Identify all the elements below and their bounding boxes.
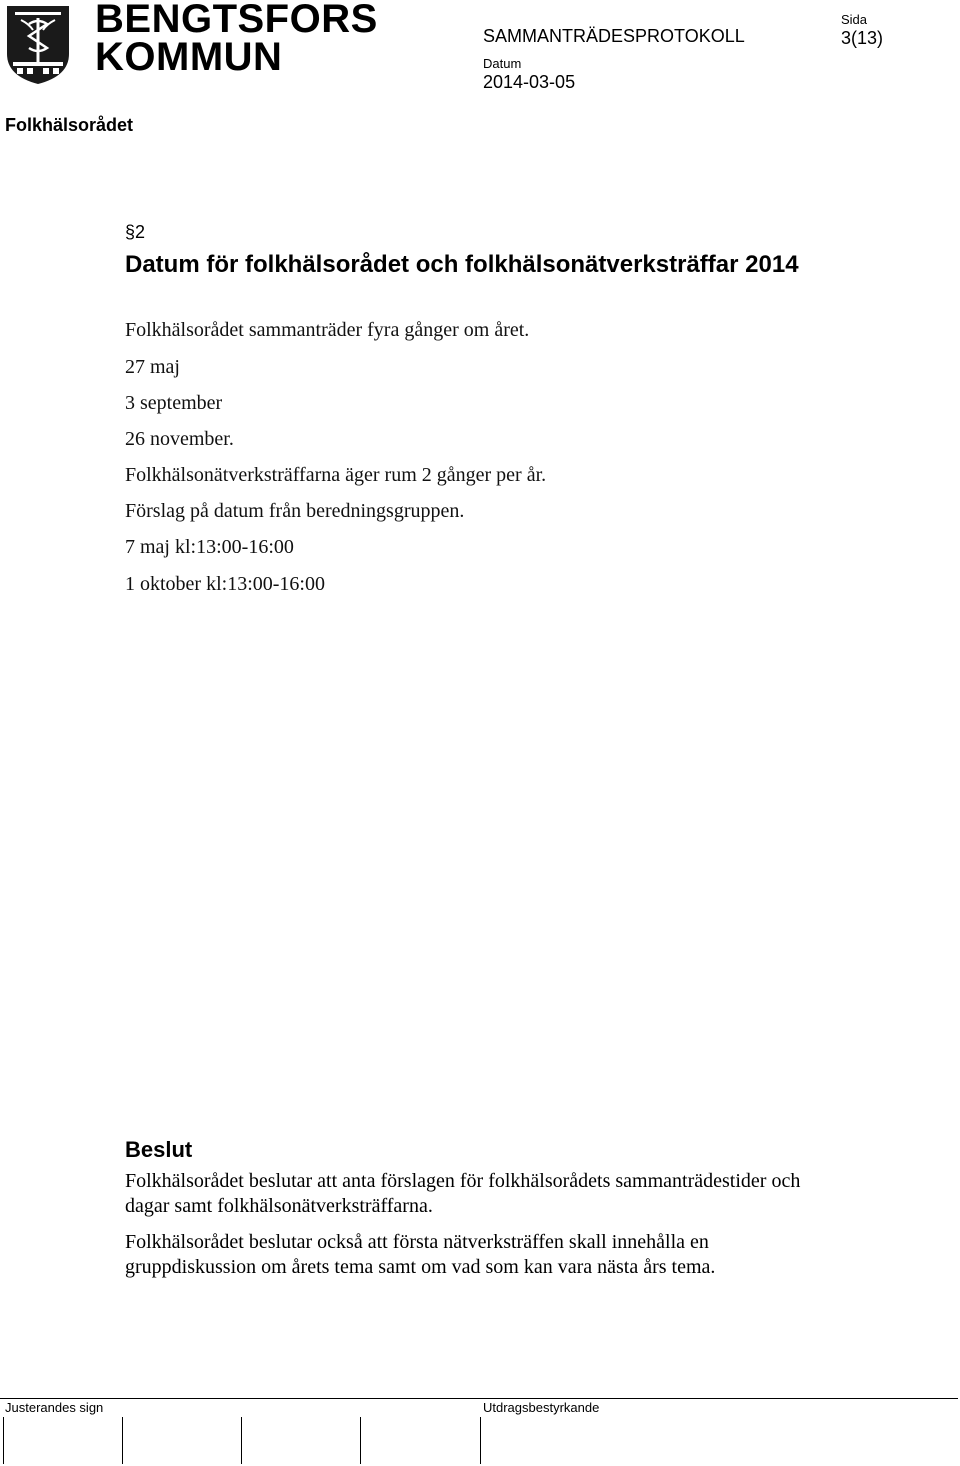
paragraph-line: 7 maj kl:13:00-16:00 — [125, 536, 294, 558]
date-value: 2014-03-05 — [483, 72, 576, 92]
decision-heading: Beslut — [125, 1137, 193, 1162]
section-title: Datum för folkhälsorådet och folkhälsonätverksträffar 2014 — [125, 251, 799, 278]
footer-extract-label: Utdragsbestyrkande — [483, 1400, 600, 1415]
decision-paragraph: Folkhälsorådet beslutar att anta förslagen för folkhälsorådets sammanträdestider och dagar samt folkhälsonätverksträffarna. — [125, 1170, 801, 1217]
paragraph-line: 26 november. — [125, 428, 234, 450]
section-number: §2 — [125, 222, 146, 242]
paragraph-line: 1 oktober kl:13:00-16:00 — [125, 573, 325, 595]
signature-box-divider — [122, 1417, 123, 1464]
document-type: SAMMANTRÄDESPROTOKOLL — [483, 26, 745, 46]
paragraph-line: 3 september — [125, 392, 223, 414]
paragraph-line: Folkhälsorådet sammanträder fyra gånger om året. — [125, 319, 530, 341]
page-number: 3(13) — [841, 28, 884, 48]
municipality-name-line2: KOMMUN — [95, 35, 283, 79]
decision-paragraph: Folkhälsorådet beslutar också att första nätverksträffen skall innehålla en gruppdiskussion om årets tema samt om vad som kan vara nästa års tema. — [125, 1231, 716, 1278]
municipality-logotype — [95, 0, 385, 79]
footer-sign-label: Justerandes sign — [5, 1400, 104, 1415]
signature-box-divider — [3, 1417, 4, 1464]
date-label: Datum — [483, 56, 522, 71]
page-label: Sida — [841, 12, 868, 27]
municipality-name-line1: BENGTSFORS — [95, 0, 378, 41]
paragraph-line: Folkhälsonätverksträffarna äger rum 2 gånger per år. — [125, 464, 547, 486]
body-name: Folkhälsorådet — [5, 115, 134, 135]
signature-box-divider — [241, 1417, 242, 1464]
municipal-coat-of-arms-icon — [5, 4, 71, 86]
footer-divider — [0, 1398, 958, 1399]
paragraph-line: 27 maj — [125, 356, 180, 378]
signature-box-divider — [480, 1417, 481, 1464]
paragraph-line: Förslag på datum från beredningsgruppen. — [125, 500, 465, 522]
signature-box-divider — [360, 1417, 361, 1464]
